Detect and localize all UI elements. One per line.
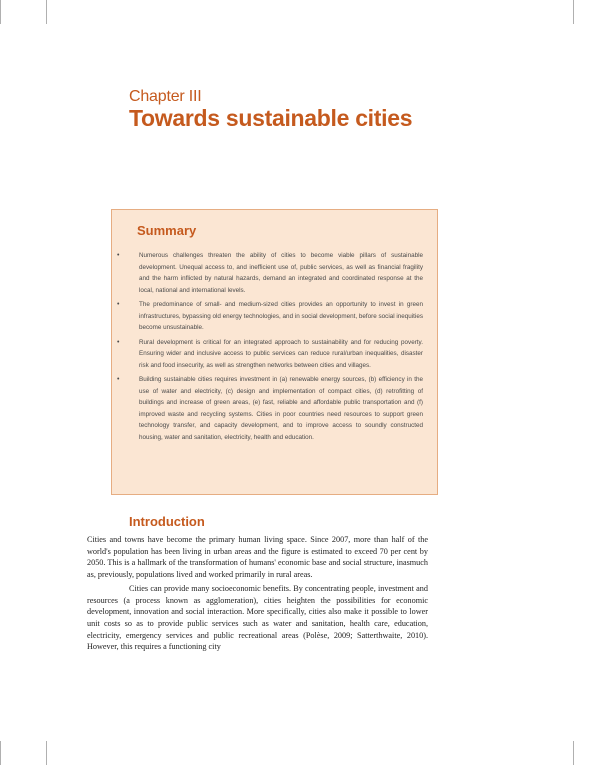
summary-box <box>111 209 438 495</box>
crop-mark <box>46 741 47 765</box>
crop-mark <box>0 741 1 765</box>
crop-mark <box>573 741 574 765</box>
bullet-icon: • <box>117 376 120 383</box>
summary-item <box>112 337 437 372</box>
summary-item-text: Building sustainable cities requires investment in (a) renewable energy sources, (b) efficiency in the use of water and electricity, (c) design and implementation of compact cities, (d) retrofitting of buildings and increase of green areas, (e) fast, reliable and affordable public transportation and (f) improved waste and recycling systems. Cities in poor countries need resources to support green technology transfer, and capacity development, and to improve access to soundly constructed housing, water and sanitation, electricity, health and education. <box>139 376 423 441</box>
summary-heading: Summary <box>137 223 197 238</box>
crop-mark <box>0 0 1 24</box>
summary-item <box>112 299 437 334</box>
chapter-title: Towards sustainable cities <box>129 105 413 131</box>
bullet-icon: • <box>117 252 120 259</box>
crop-mark <box>46 0 47 24</box>
summary-list <box>112 250 437 446</box>
summary-item <box>112 250 437 296</box>
summary-item-text: Rural development is critical for an integrated approach to sustainability and for reducing poverty. Ensuring wider and inclusive access to public services can reduce rural/urban inequalities, disaster risk and food insecurity, as well as strengthen networks between cities and villages. <box>139 338 423 369</box>
summary-item-text: Numerous challenges threaten the ability of cities to become viable pillars of sustainable development. Unequal access to, and inefficient use of, public services, as well as financial fragility and the harm inflicted by natural hazards, demand an integrated and coordinated response at the local, national and international levels. <box>139 252 423 294</box>
paragraph: Cities can provide many socioeconomic benefits. By concentrating people, investment and resources (a process known as agglomeration), cities heighten the possibilities for economic development, innovation and social interaction. More specifically, cities also make it possible to lower unit costs so as to provide public services such as water and sanitation, health care, education, electricity, emergency services and public recreational areas (Polèse, 2009; Satterthwaite, 2010). However, this requires a functioning city <box>87 583 428 652</box>
paragraph: Cities and towns have become the primary human living space. Since 2007, more than half of the world's population has been living in urban areas and the figure is estimated to exceed 70 per cent by 2050. This is a hallmark of the transformation of humans' economic base and social structure, inasmuch as, previously, populations lived and worked primarily in rural areas. <box>87 535 428 580</box>
crop-mark <box>573 0 574 24</box>
bullet-icon: • <box>117 338 120 346</box>
summary-item-text: The predominance of small- and medium-sized cities provides an opportunity to invest in green infrastructures, bypassing old energy technologies, and in social development, before social inequities become unsustainable. <box>139 301 423 331</box>
introduction-heading: Introduction <box>129 514 205 529</box>
bullet-icon: • <box>117 301 120 308</box>
summary-item <box>112 374 437 443</box>
chapter-label: Chapter III <box>129 88 202 105</box>
introduction-body <box>87 534 428 653</box>
